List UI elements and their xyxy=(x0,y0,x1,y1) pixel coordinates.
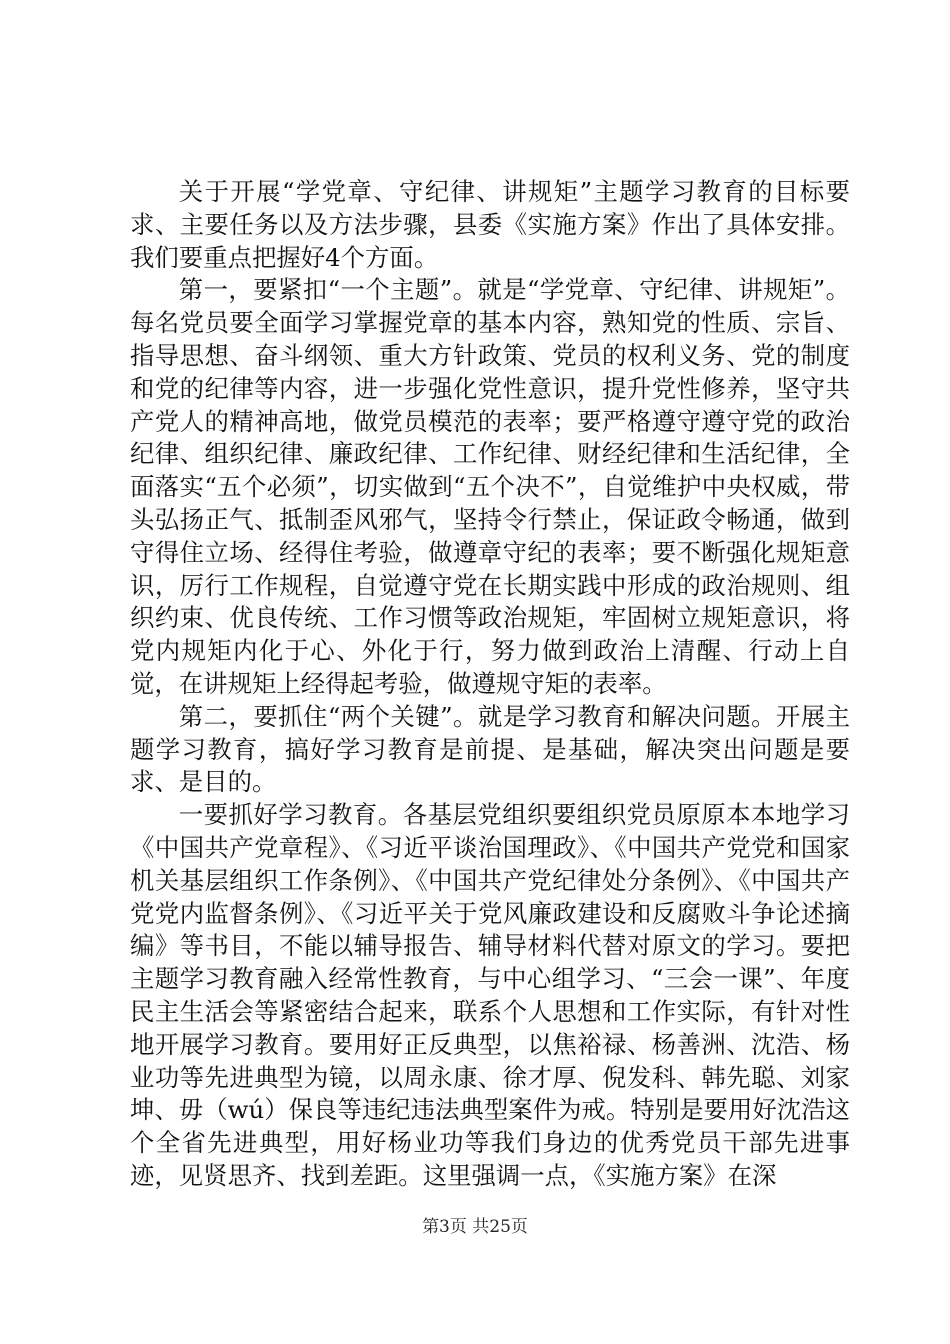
paragraph-intro: 关于开展“学党章、守纪律、讲规矩”主题学习教育的目标要求、主要任务以及方法步骤，县委《实施方案》作出了具体安排。我们要重点把握好4个方面。 xyxy=(130,177,850,272)
document-body xyxy=(130,176,850,1193)
paragraph-first-theme: 第一，要紧扣“一个主题”。就是“学党章、守纪律、讲规矩”。每名党员要全面学习掌握党章的基本内容，熟知党的性质、宗旨、指导思想、奋斗纲领、重大方针政策、党员的权利义务、党的制度和党的纪律等内容，进一步强化党性意识，提升党性修养，坚守共产党人的精神高地，做党员模范的表率；要严格遵守遵守党的政治纪律、组织纪律、廉政纪律、工作纪律、财经纪律和生活纪律，全面落实“五个必须”，切实做到“五个决不”，自觉维护中央权威，带头弘扬正气、抵制歪风邪气，坚持令行禁止，保证政令畅通，做到守得住立场、经得住考验，做遵章守纪的表率；要不断强化规矩意识，厉行工作规程，自觉遵守党在长期实践中形成的政治规则、组织约束、优良传统、工作习惯等政治规矩，牢固树立规矩意识，将党内规矩内化于心、外化于行，努力做到政治上清醒、行动上自觉，在讲规矩上经得起考验，做遵规守矩的表率。 xyxy=(130,275,850,698)
paragraph-second-keys: 第二，要抓住“两个关键”。就是学习教育和解决问题。开展主题学习教育，搞好学习教育是前提、是基础，解决突出问题是要求、是目的。 xyxy=(130,701,850,797)
page-footer xyxy=(0,1216,950,1238)
page-number-label: 第3页 共25页 xyxy=(422,1217,528,1237)
paragraph-study-education: 一要抓好学习教育。各基层党组织要组织党员原原本本地学习《中国共产党章程》、《习近平谈治国理政》、《中国共产党党和国家机关基层组织工作条例》、《中国共产党纪律处分条例》、《中国共产党党内监督条例》、《习近平关于党风廉政建设和反腐败斗争论述摘编》等书目，不能以辅导报告、辅导材料代替对原文的学习。要把主题学习教育融入经常性教育，与中心组学习、“三会一课”、年度民主生活会等紧密结合起来，联系个人思想和工作实际，有针对性地开展学习教育。要用好正反典型，以焦裕禄、杨善洲、沈浩、杨业功等先进典型为镜，以周永康、徐才厚、倪发科、韩先聪、刘家坤、毋（wú）保良等违纪违法典型案件为戒。特别是要用好沈浩这个全省先进典型，用好杨业功等我们身边的优秀党员干部先进事迹，见贤思齐、找到差距。这里强调一点，《实施方案》在深 xyxy=(130,800,850,1190)
